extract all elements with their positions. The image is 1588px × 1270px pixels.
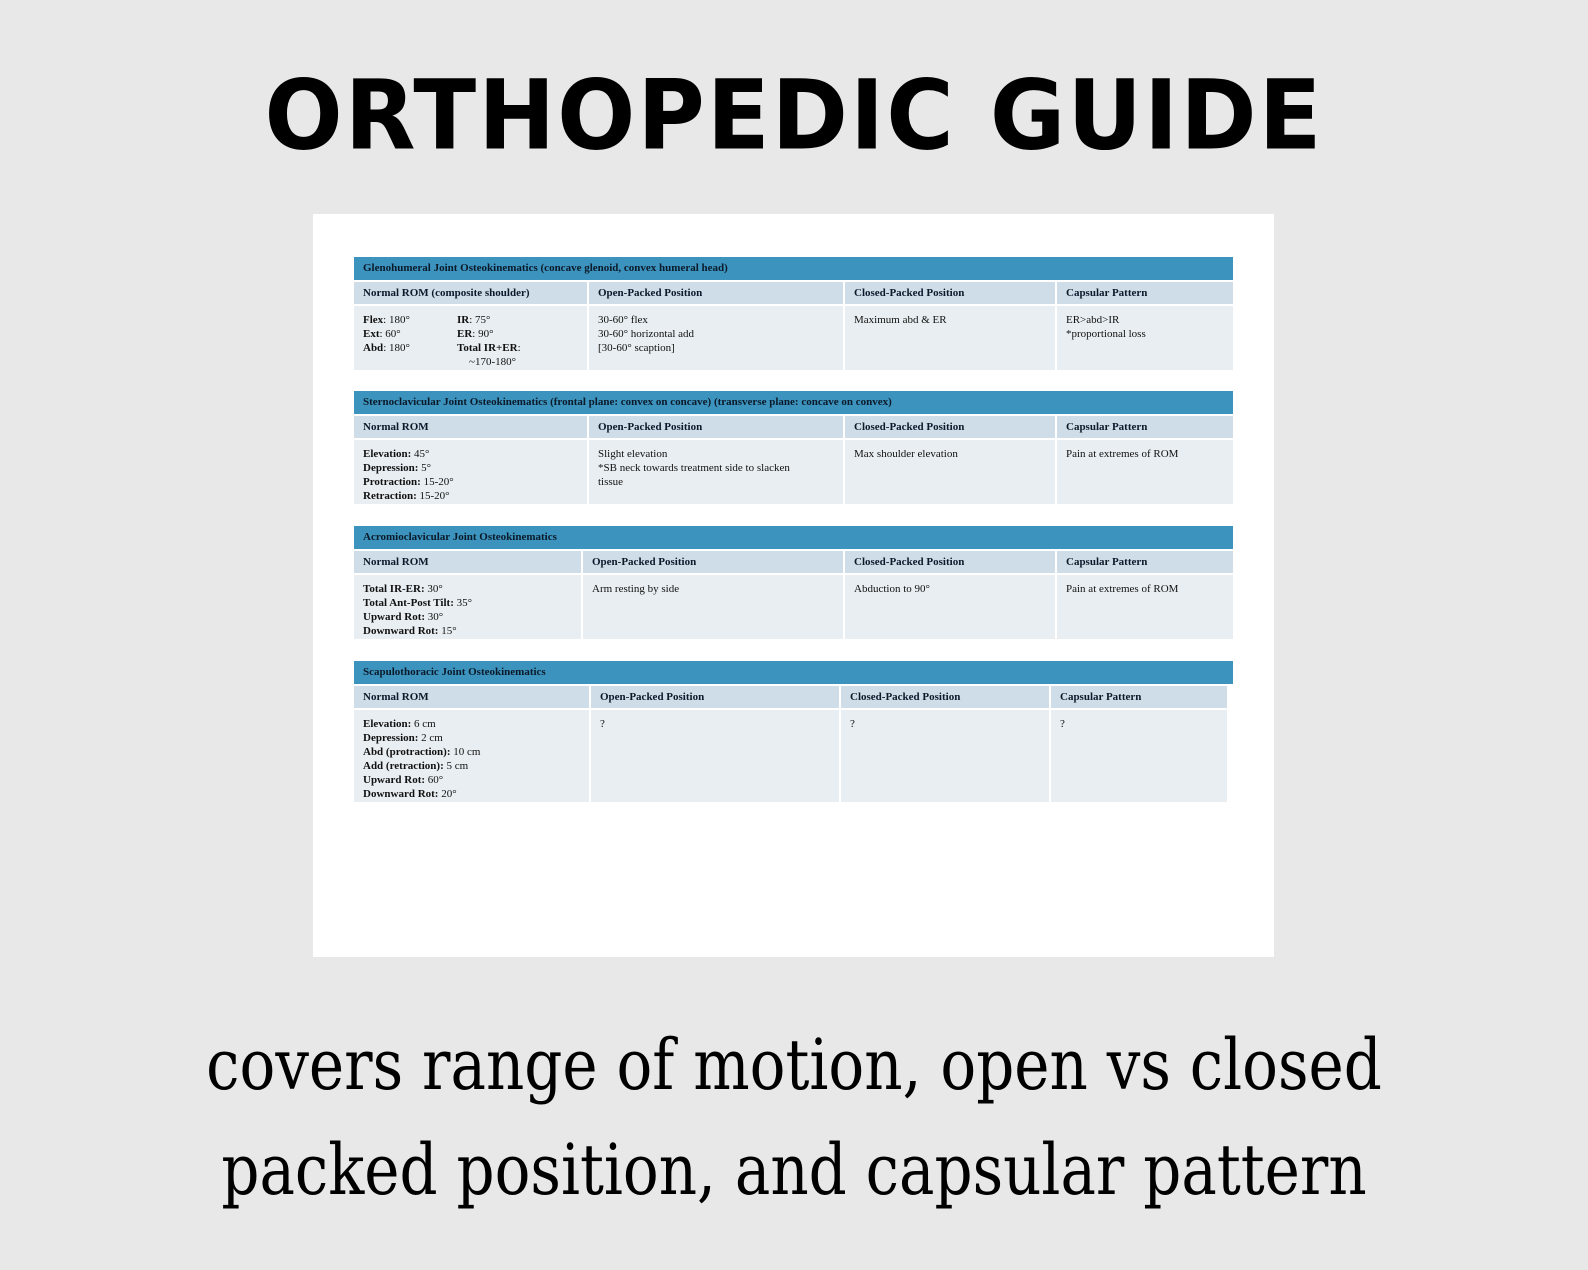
capsular-pattern-cell: ER>abd>IR *proportional loss	[1057, 306, 1233, 370]
capsular-pattern-cell: ?	[1051, 710, 1227, 802]
header-capsular-pattern: Capsular Pattern	[1057, 282, 1233, 304]
headline: ORTHOPEDIC GUIDE	[264, 59, 1324, 172]
closed-packed-cell: ?	[841, 710, 1049, 802]
rom-line: Downward Rot: 15°	[363, 625, 457, 637]
rom-line: Total IR+ER:	[457, 342, 521, 354]
header-closed-packed: Closed-Packed Position	[845, 416, 1055, 438]
open-packed-cell: ?	[591, 710, 839, 802]
closed-packed-cell: Abduction to 90°	[845, 575, 1055, 639]
rom-line: Total IR-ER: 30°	[363, 583, 443, 595]
section-title: Sternoclavicular Joint Osteokinematics (frontal plane: convex on concave) (transverse plane: concave on convex)	[354, 391, 1233, 414]
caption-line-1: covers range of motion, open vs closed	[206, 1024, 1382, 1106]
glenohumeral-section	[354, 257, 1233, 370]
sternoclavicular-section	[354, 391, 1233, 504]
rom-line: Abd (protraction): 10 cm	[363, 746, 481, 758]
section-title: Scapulothoracic Joint Osteokinematics	[354, 661, 1233, 684]
header-open-packed: Open-Packed Position	[589, 282, 843, 304]
closed-packed-cell: Max shoulder elevation	[845, 440, 1055, 504]
header-normal-rom: Normal ROM	[354, 551, 581, 573]
rom-line: Protraction: 15-20°	[363, 476, 454, 488]
header-capsular-pattern: Capsular Pattern	[1051, 686, 1227, 708]
capsular-pattern-cell: Pain at extremes of ROM	[1057, 440, 1233, 504]
rom-line: Elevation: 45°	[363, 448, 430, 460]
header-normal-rom: Normal ROM	[354, 416, 587, 438]
closed-packed-cell: Maximum abd & ER	[845, 306, 1055, 370]
rom-line: Ext: 60°	[363, 328, 401, 340]
rom-line: Abd: 180°	[363, 342, 410, 354]
section-title: Acromioclavicular Joint Osteokinematics	[354, 526, 1233, 549]
header-closed-packed: Closed-Packed Position	[841, 686, 1049, 708]
rom-line: Add (retraction): 5 cm	[363, 760, 469, 772]
rom-line: ER: 90°	[457, 328, 494, 340]
header-capsular-pattern: Capsular Pattern	[1057, 551, 1233, 573]
header-closed-packed: Closed-Packed Position	[845, 551, 1055, 573]
rom-line: Depression: 2 cm	[363, 732, 443, 744]
rom-line: IR: 75°	[457, 314, 491, 326]
header-capsular-pattern: Capsular Pattern	[1057, 416, 1233, 438]
rom-line: Total Ant-Post Tilt: 35°	[363, 597, 473, 609]
header-open-packed: Open-Packed Position	[591, 686, 839, 708]
open-packed-cell: 30-60° flex 30-60° horizontal add [30-60° scaption]	[589, 306, 843, 370]
rom-line: Upward Rot: 30°	[363, 611, 444, 623]
rom-line: ~170-180°	[469, 356, 517, 368]
rom-line: Retraction: 15-20°	[363, 490, 450, 502]
scapulothoracic-section	[354, 661, 1233, 802]
section-title: Glenohumeral Joint Osteokinematics (concave glenoid, convex humeral head)	[354, 257, 1233, 280]
rom-cell	[354, 710, 589, 802]
header-normal-rom: Normal ROM	[354, 686, 589, 708]
rom-line: Depression: 5°	[363, 462, 432, 474]
open-packed-cell: Arm resting by side	[583, 575, 843, 639]
rom-line: Downward Rot: 20°	[363, 788, 457, 800]
caption-line-2: packed position, and capsular pattern	[221, 1129, 1367, 1211]
rom-cell	[354, 306, 587, 370]
header-closed-packed: Closed-Packed Position	[845, 282, 1055, 304]
header-open-packed: Open-Packed Position	[589, 416, 843, 438]
acromioclavicular-section	[354, 526, 1233, 639]
header-normal-rom: Normal ROM (composite shoulder)	[354, 282, 587, 304]
rom-cell	[354, 575, 581, 639]
rom-cell	[354, 440, 587, 504]
capsular-pattern-cell: Pain at extremes of ROM	[1057, 575, 1233, 639]
header-open-packed: Open-Packed Position	[583, 551, 843, 573]
document-page	[313, 214, 1274, 957]
rom-line: Upward Rot: 60°	[363, 774, 444, 786]
rom-line: Elevation: 6 cm	[363, 718, 436, 730]
rom-line: Flex: 180°	[363, 314, 410, 326]
open-packed-cell: Slight elevation *SB neck towards treatment side to slacken tissue	[589, 440, 843, 504]
